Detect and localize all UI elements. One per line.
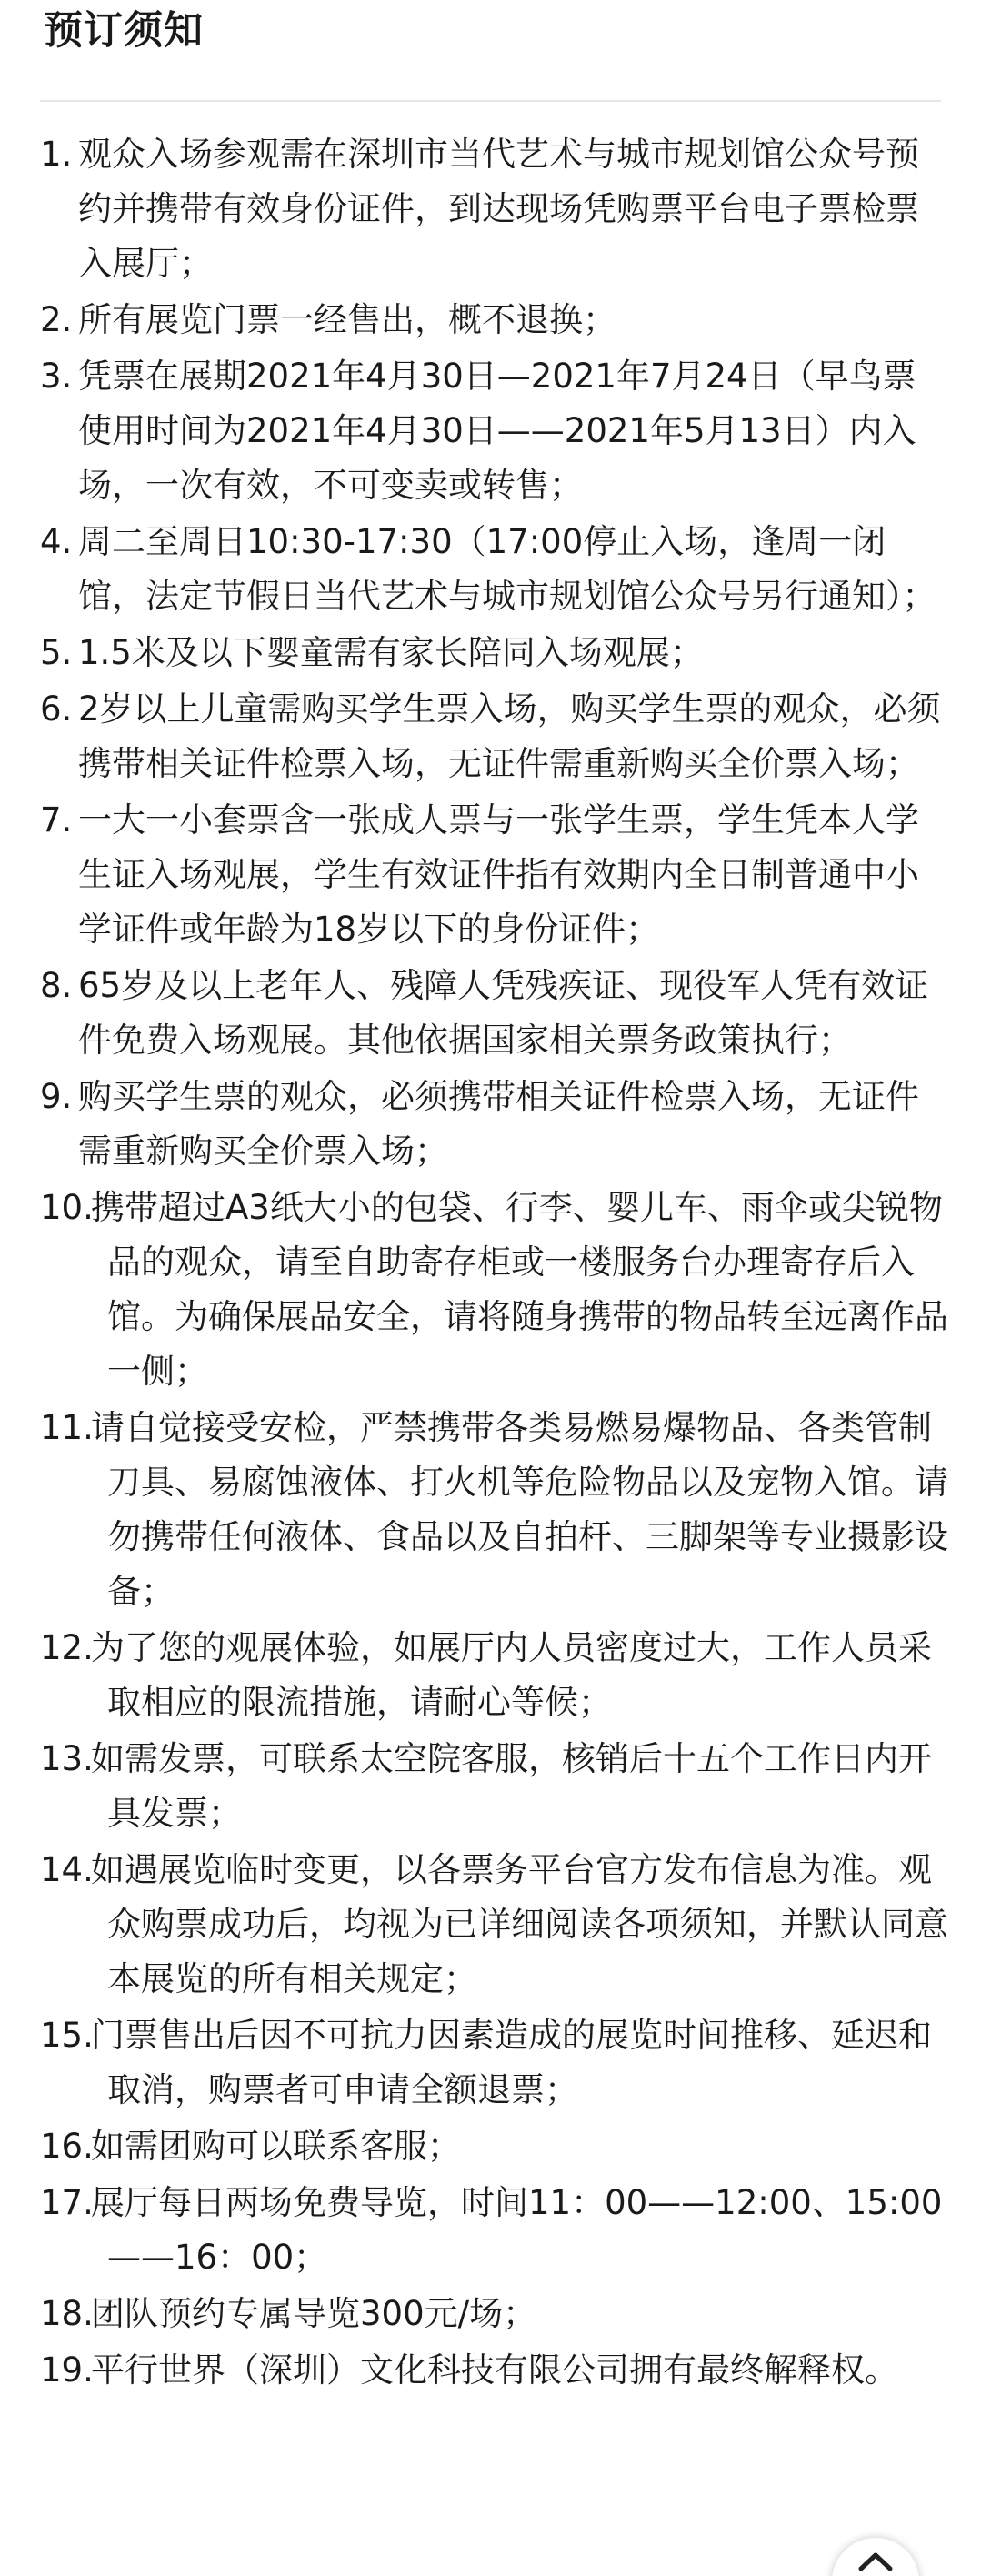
- notice-number: 15.: [40, 2016, 94, 2055]
- notice-item: [40, 515, 949, 624]
- notice-item: [40, 293, 949, 347]
- back-to-top-button[interactable]: [832, 2538, 919, 2576]
- title-divider: [40, 100, 941, 102]
- notice-number: 9.: [40, 1077, 73, 1116]
- notice-number: 6.: [40, 689, 73, 729]
- chevron-up-icon: [856, 2538, 896, 2576]
- notice-number: 4.: [40, 522, 73, 561]
- notice-item: [40, 2176, 949, 2285]
- notice-number: 12.: [40, 1628, 94, 1667]
- notice-text: 请自觉接受安检，严禁携带各类易燃易爆物品、各类管制刀具、易腐蚀液体、打火机等危险物品以及宠物入馆。请勿携带任何液体、食品以及自拍杆、三脚架等专业摄影设备；: [91, 1408, 948, 1611]
- notice-list: [40, 127, 949, 2400]
- notice-text: 所有展览门票一经售出，概不退换；: [78, 300, 616, 339]
- notice-text: 平行世界（深圳）文化科技有限公司拥有最终解释权。: [91, 2350, 898, 2390]
- notice-number: 13.: [40, 1739, 94, 1778]
- notice-item: [40, 2287, 949, 2341]
- notice-text: 为了您的观展体验，如展厅内人员密度过大，工作人员采取相应的限流措施，请耐心等候；: [91, 1628, 932, 1722]
- notice-number: 1.: [40, 135, 73, 174]
- notice-item: [40, 2343, 949, 2398]
- notice-text: 65岁及以上老年人、残障人凭残疾证、现役军人凭有效证件免费入场观展。其他依据国家相关票务政策执行；: [78, 966, 929, 1060]
- notice-item: [40, 349, 949, 513]
- notice-item: [40, 1843, 949, 2007]
- notice-number: 14.: [40, 1850, 94, 1889]
- notice-item: [40, 1070, 949, 1179]
- page-title: 预订须知: [44, 8, 204, 54]
- notice-item: [40, 959, 949, 1068]
- notice-text: 周二至周日10:30-17:30（17:00停止入场，逢周一闭馆，法定节假日当代艺术与城市规划馆公众号另行通知）；: [78, 522, 936, 616]
- notice-item: [40, 127, 949, 291]
- notice-number: 10.: [40, 1188, 94, 1227]
- notice-number: 3.: [40, 357, 73, 396]
- notice-item: [40, 1732, 949, 1841]
- notice-text: 如遇展览临时变更，以各票务平台官方发布信息为准。观众购票成功后，均视为已详细阅读各项须知，并默认同意本展览的所有相关规定；: [91, 1850, 948, 1998]
- notice-item: [40, 793, 949, 957]
- notice-number: 18.: [40, 2294, 94, 2333]
- notice-number: 19.: [40, 2350, 94, 2390]
- notice-text: 购买学生票的观众，必须携带相关证件检票入场，无证件需重新购买全价票入场；: [78, 1077, 919, 1171]
- notice-item: [40, 1401, 949, 1619]
- notice-number: 11.: [40, 1408, 94, 1447]
- notice-text: 观众入场参观需在深圳市当代艺术与城市规划馆公众号预约并携带有效身份证件，到达现场凭购票平台电子票检票入展厅；: [78, 135, 919, 283]
- notice-text: 1.5米及以下婴童需有家长陪同入场观展；: [78, 633, 704, 672]
- notice-item: [40, 2008, 949, 2118]
- notice-text: 展厅每日两场免费导览，时间11：00——12:00、15:00——16：00；: [91, 2183, 943, 2277]
- notice-item: [40, 2119, 949, 2174]
- notice-text: 门票售出后因不可抗力因素造成的展览时间推移、延迟和取消，购票者可申请全额退票；: [91, 2016, 932, 2109]
- notice-text: 凭票在展期2021年4月30日—2021年7月24日（早鸟票使用时间为2021年4月30日——2021年5月13日）内入场，一次有效，不可变卖或转售；: [78, 357, 916, 505]
- notice-text: 携带超过A3纸大小的包袋、行李、婴儿车、雨伞或尖锐物品的观众，请至自助寄存柜或一楼服务台办理寄存后入馆。为确保展品安全，请将随身携带的物品转至远离作品一侧；: [91, 1188, 948, 1391]
- notice-text: 如需团购可以联系客服；: [91, 2127, 461, 2166]
- notice-number: 17.: [40, 2183, 94, 2222]
- notice-text: 一大一小套票含一张成人票与一张学生票，学生凭本人学生证入场观展，学生有效证件指有效期内全日制普通中小学证件或年龄为18岁以下的身份证件；: [78, 800, 919, 949]
- notice-text: 团队预约专属导览300元/场；: [91, 2294, 537, 2333]
- notice-number: 5.: [40, 633, 73, 672]
- notice-item: [40, 626, 949, 680]
- notice-item: [40, 1621, 949, 1730]
- notice-text: 2岁以上儿童需购买学生票入场，购买学生票的观众，必须携带相关证件检票入场，无证件需重新购买全价票入场；: [78, 689, 941, 783]
- notice-number: 8.: [40, 966, 73, 1005]
- notice-number: 7.: [40, 800, 73, 840]
- notice-item: [40, 1181, 949, 1399]
- notice-number: 2.: [40, 300, 73, 339]
- notice-item: [40, 682, 949, 791]
- notice-number: 16.: [40, 2127, 94, 2166]
- notice-text: 如需发票，可联系太空院客服，核销后十五个工作日内开具发票；: [91, 1739, 932, 1833]
